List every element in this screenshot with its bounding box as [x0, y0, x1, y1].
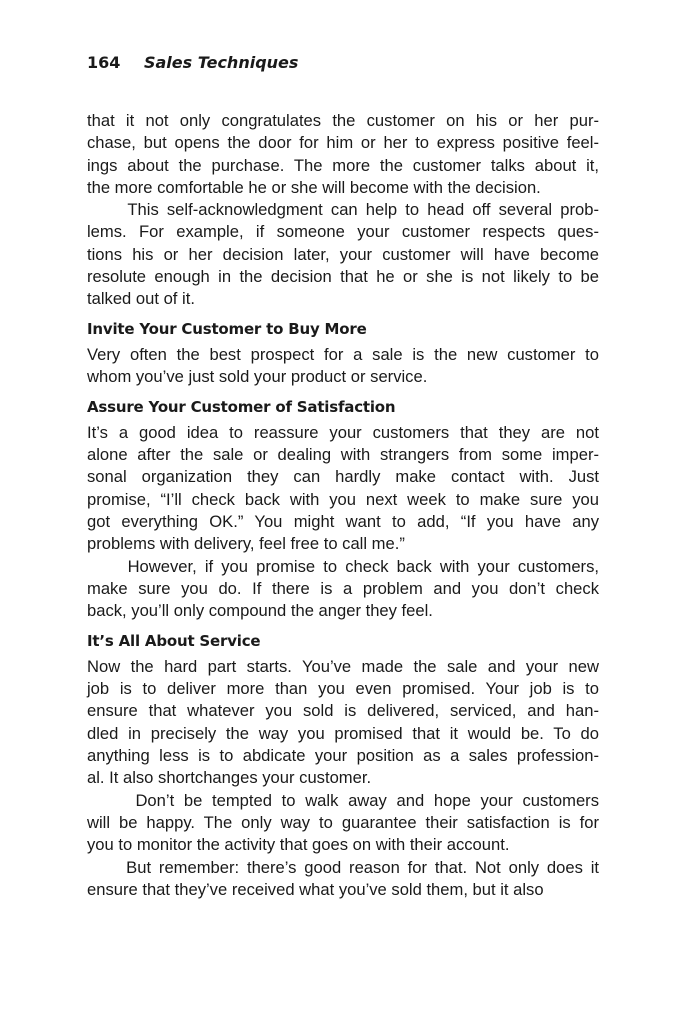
text-line: This self-acknowledgment can help to head off several prob- — [87, 200, 599, 220]
page-number: 164 — [87, 53, 121, 72]
text-line: Now the hard part starts. You’ve made the sale and your new — [87, 656, 599, 676]
text-line: lems. For example, if someone your customer respects ques- — [87, 222, 599, 242]
text-line: got everything OK.” You might want to add, “If you have any — [87, 512, 599, 532]
text-line: resolute enough in the decision that he or she is not likely to be — [87, 267, 599, 287]
text-line: whom you’ve just sold your product or service. — [87, 367, 428, 387]
text-line: ings about the purchase. The more the customer talks about it, — [87, 155, 599, 175]
text-line: dled in precisely the way you promised that it would be. To do — [87, 723, 599, 743]
section-invite-customer — [87, 318, 599, 389]
text-line: alone after the sale or dealing with strangers from some imper- — [87, 445, 599, 465]
section-heading: Invite Your Customer to Buy More — [87, 319, 367, 338]
running-header — [87, 52, 298, 74]
text-line: Don’t be tempted to walk away and hope your customers — [87, 790, 599, 810]
text-line: promise, “I’ll check back with you next week to make sure you — [87, 489, 599, 509]
text-line: that it not only congratulates the customer on his or her pur- — [87, 111, 599, 130]
text-line: will be happy. The only way to guarantee their satisfaction is for — [87, 812, 599, 832]
text-line: It’s a good idea to reassure your customers that they are not — [87, 422, 599, 442]
text-line: make sure you do. If there is a problem and you don’t check — [87, 578, 599, 598]
text-line: problems with delivery, feel free to call me.” — [87, 534, 405, 554]
section-all-about-service — [87, 630, 599, 902]
text-line: back, you’ll only compound the anger they feel. — [87, 601, 433, 621]
text-line: al. It also shortchanges your customer. — [87, 768, 372, 788]
text-line: Very often the best prospect for a sale is the new customer to — [87, 344, 599, 364]
section-intro — [87, 110, 599, 311]
text-line: ensure that they’ve received what you’ve sold them, but it also — [87, 879, 544, 899]
book-title: Sales Techniques — [143, 53, 299, 72]
text-line: tions his or her decision later, your customer will have become — [87, 244, 599, 264]
text-line: the more comfortable he or she will become with the decision. — [87, 177, 541, 197]
section-assure-satisfaction — [87, 396, 599, 623]
text-line: However, if you promise to check back with your customers, — [87, 556, 599, 576]
text-line: you to monitor the activity that goes on with their account. — [87, 835, 510, 855]
section-heading: Assure Your Customer of Satisfaction — [87, 397, 396, 416]
text-line: sonal organization they can hardly make contact with. Just — [87, 467, 599, 487]
text-line: But remember: there’s good reason for that. Not only does it — [87, 857, 599, 877]
text-line: job is to deliver more than you even promised. Your job is to — [87, 679, 599, 699]
page-body — [87, 110, 599, 901]
text-line: anything less is to abdicate your position as a sales profession- — [87, 746, 599, 766]
text-line: talked out of it. — [87, 289, 195, 309]
section-heading: It’s All About Service — [87, 631, 261, 650]
text-line: chase, but opens the door for him or her to express positive feel- — [87, 133, 599, 153]
text-line: ensure that whatever you sold is delivered, serviced, and han- — [87, 701, 599, 721]
